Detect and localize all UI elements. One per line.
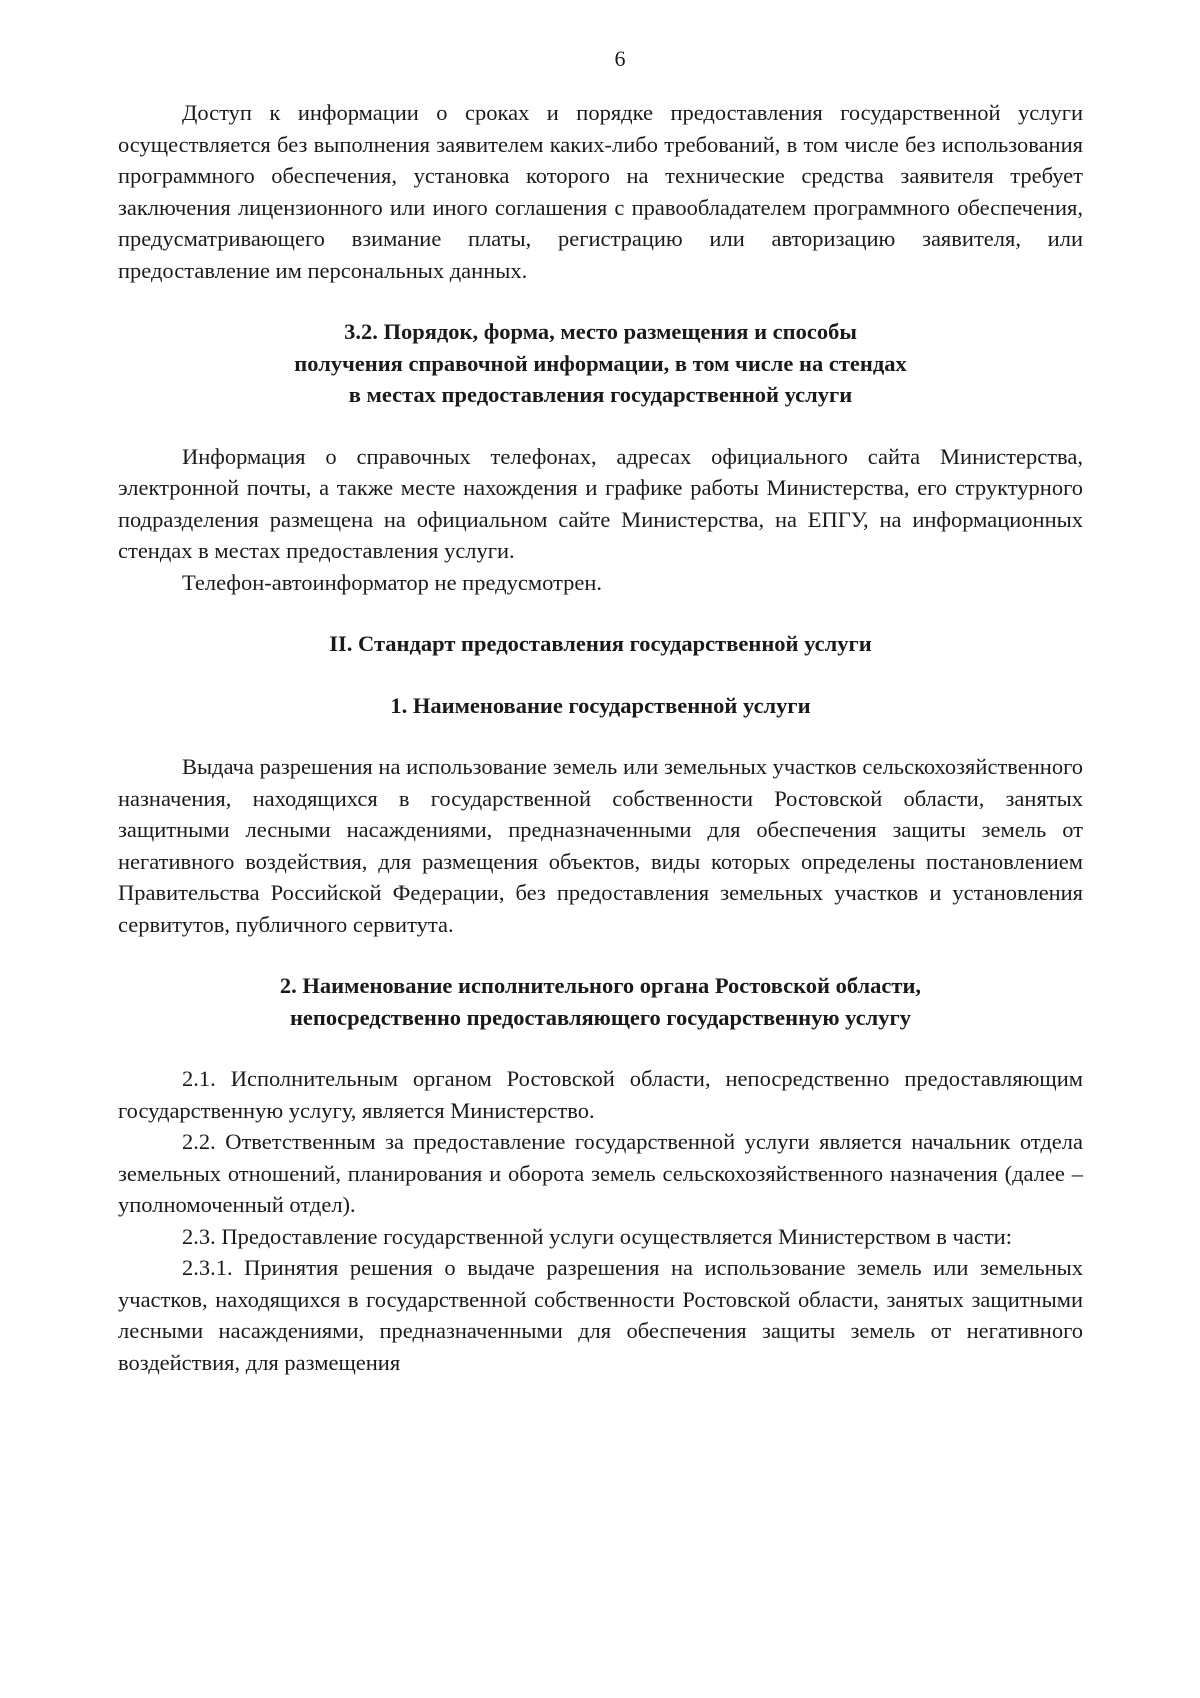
paragraph-2-2: 2.2. Ответственным за предоставление государственной услуги является начальник отдела земельных отношений, планирования и оборота земель сельскохозяйственного назначения (далее – уполномоченный отдел).	[118, 1129, 1083, 1217]
paragraph-2-3-1: 2.3.1. Принятия решения о выдаче разрешения на использование земель или земельных участков, находящихся в государственной собственности Ростовской области, занятых защитными лесными насаждениями, предназначенными для обеспечения защиты земель от негативного воздействия, для размещения	[118, 1255, 1083, 1375]
paragraph-service-name: Выдача разрешения на использование земель или земельных участков сельскохозяйственного назначения, находящихся в государственной собственности Ростовской области, занятых защитными лесными насаждениями, предназначенными для обеспечения защиты земель от негативного воздействия, для размещения объектов, виды которых определены постановлением Правительства Российской Федерации, без предоставления земельных участков и установления сервитутов, публичного сервитута.	[118, 754, 1083, 937]
paragraph-access-info: Доступ к информации о сроках и порядке предоставления государственной услуги осуществляется без выполнения заявителем каких-либо требований, в том числе без использования программного обеспечения, установка которого на технические средства заявителя требует заключения лицензионного или иного соглашения с правообладателем программного обеспечения, предусматривающего взимание платы, регистрацию или авторизацию заявителя, или предоставление им персональных данных.	[118, 100, 1083, 283]
paragraph-2-1: 2.1. Исполнительным органом Ростовской области, непосредственно предоставляющим государственную услугу, является Министерство.	[118, 1066, 1083, 1123]
heading-3-2-line-2: получения справочной информации, в том числе на стендах	[294, 350, 907, 376]
paragraph-phone: Телефон-автоинформатор не предусмотрен.	[182, 569, 603, 595]
heading-1: 1. Наименование государственной услуги	[390, 692, 811, 718]
paragraph-2-3: 2.3. Предоставление государственной услуги осуществляется Министерством в части:	[182, 1223, 1012, 1249]
page-number: 6	[614, 46, 626, 71]
paragraph-reference-info: Информация о справочных телефонах, адресах официального сайта Министерства, электронной почты, а также месте нахождения и графике работы Министерства, его структурного подразделения размещена на официальном сайте Министерства, на ЕПГУ, на информационных стендах в местах предоставления услуги.	[118, 443, 1083, 563]
spacer	[118, 411, 1083, 441]
spacer	[118, 940, 1083, 970]
document-body	[118, 97, 1083, 1378]
heading-3-2	[118, 316, 1083, 411]
spacer	[118, 721, 1083, 751]
heading-3-2-line-3: в местах предоставления государственной услуги	[348, 382, 853, 407]
heading-2-line-2: непосредственно предоставляющего государственную услугу	[289, 1004, 912, 1030]
spacer	[118, 598, 1083, 628]
spacer	[118, 1033, 1083, 1063]
heading-section-2: II. Стандарт предоставления государственной услуги	[329, 631, 872, 656]
spacer	[118, 660, 1083, 690]
heading-2-line-1: 2. Наименование исполнительного органа Ростовской области,	[279, 973, 922, 998]
spacer	[118, 286, 1083, 316]
heading-2	[118, 970, 1083, 1033]
heading-3-2-line-1: 3.2. Порядок, форма, место размещения и способы	[344, 319, 857, 344]
